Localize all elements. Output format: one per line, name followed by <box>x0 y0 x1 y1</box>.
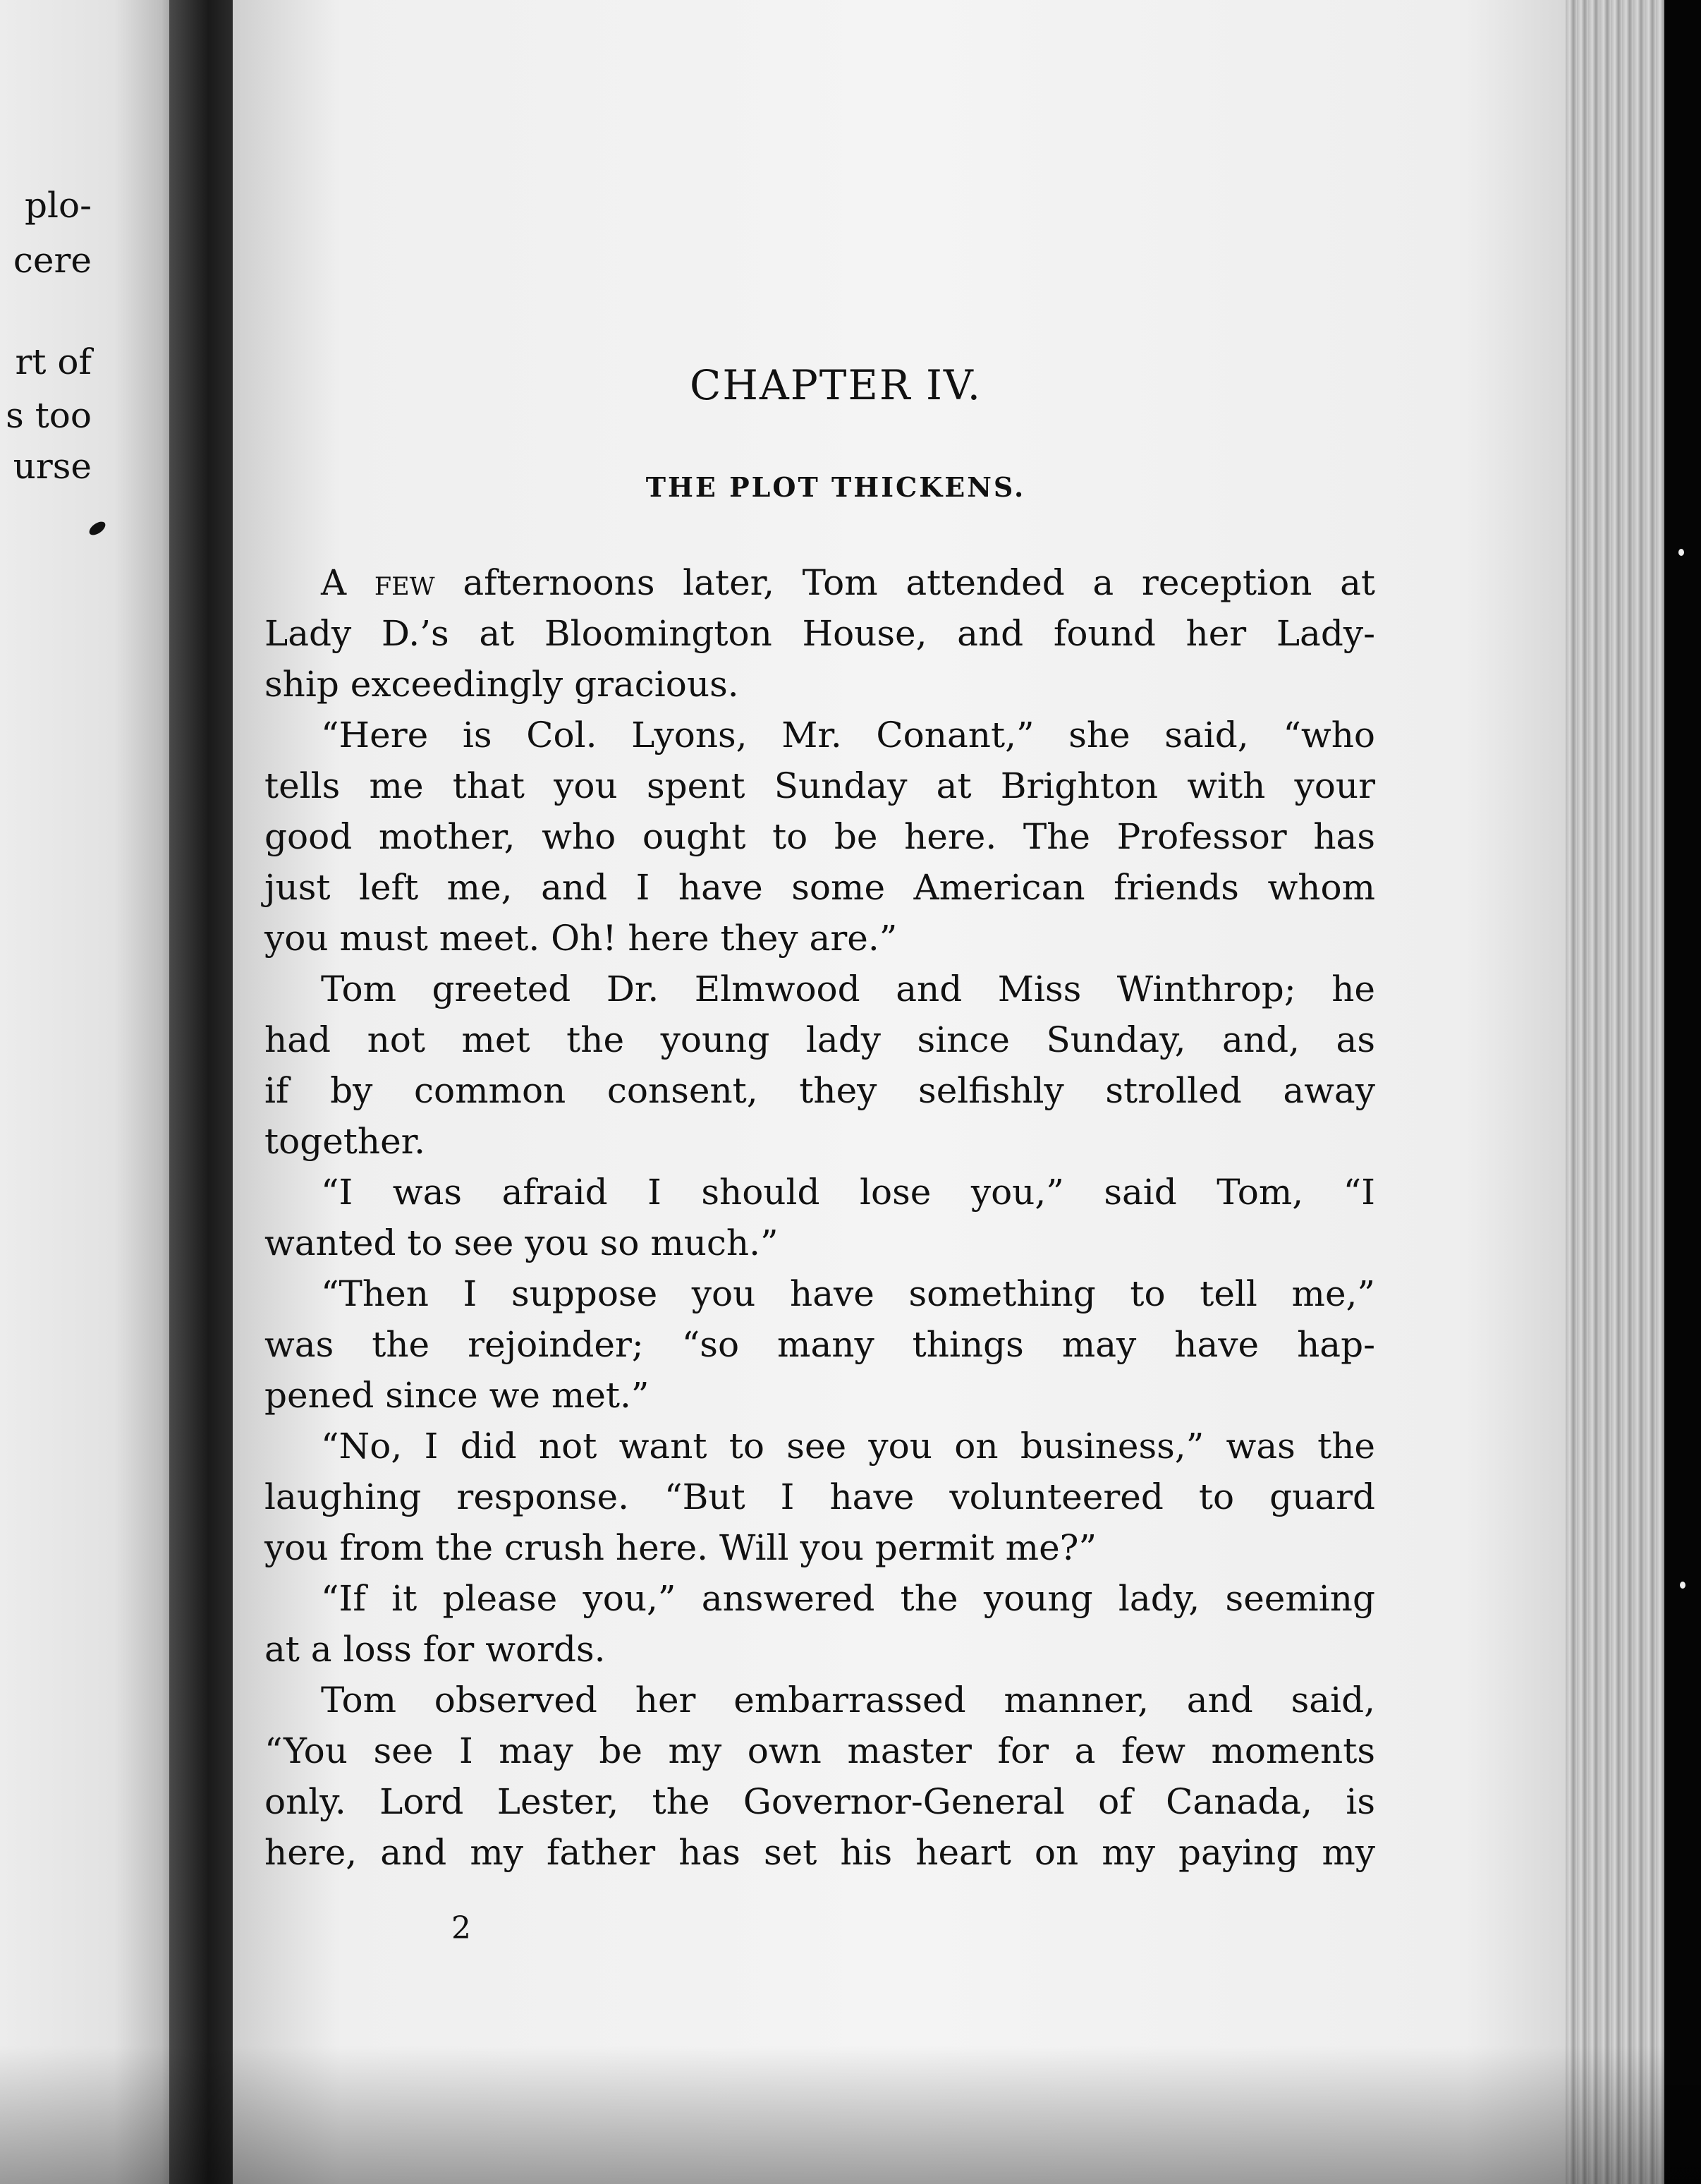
text-line: together. <box>264 1121 425 1162</box>
previous-page <box>0 0 190 2184</box>
text-line: Tom observed her embarrassed manner, and said, <box>321 1680 1375 1721</box>
previous-page-fragment: s too <box>6 395 92 436</box>
scan-speck <box>1680 1582 1685 1589</box>
text-line: just left me, and I have some American friends whom <box>264 867 1375 908</box>
text-line: wanted to see you so much.” <box>264 1223 779 1263</box>
previous-page-fragment: urse <box>13 446 92 487</box>
text-run: afternoons later, Tom attended a reception at <box>434 562 1375 603</box>
text-line: tells me that you spent Sunday at Brighton with your <box>264 765 1375 806</box>
text-line: “If it please you,” answered the young lady, seeming <box>321 1578 1375 1619</box>
text-line: laughing response. “But I have volunteered to guard <box>264 1476 1375 1517</box>
chapter-subtitle: THE PLOT THICKENS. <box>645 471 1026 503</box>
text-line: “No, I did not want to see you on business,” was the <box>321 1426 1375 1467</box>
signature-mark: 2 <box>451 1910 471 1946</box>
text-line: pened since we met.” <box>264 1375 650 1416</box>
text-line: you must meet. Oh! here they are.” <box>264 918 898 959</box>
previous-page-fragment: cere <box>13 240 92 281</box>
text-line: “Then I suppose you have something to tell me,” <box>321 1273 1375 1314</box>
text-line: here, and my father has set his heart on my paying my <box>264 1832 1375 1873</box>
text-line <box>264 557 1375 608</box>
text-line: you from the crush here. Will you permit me?” <box>264 1527 1097 1568</box>
scan-speck <box>1678 549 1684 556</box>
previous-page-fragment: plo- <box>25 185 92 226</box>
page-edges <box>1566 0 1671 2184</box>
chapter-title: CHAPTER IV. <box>689 361 982 409</box>
text-line: Lady D.’s at Bloomington House, and found her Lady- <box>264 613 1375 654</box>
text-line: good mother, who ought to be here. The Professor has <box>264 816 1375 857</box>
text-line: had not met the young lady since Sunday, and, as <box>264 1019 1375 1060</box>
body-text <box>264 557 1375 1878</box>
ink-mark <box>87 519 107 538</box>
scan-border <box>1664 0 1701 2184</box>
text-line: if by common consent, they selfishly strolled away <box>264 1070 1375 1111</box>
text-line: “You see I may be my own master for a few moments <box>264 1730 1375 1771</box>
text-line: was the rejoinder; “so many things may have hap- <box>264 1324 1375 1365</box>
text-line: “Here is Col. Lyons, Mr. Conant,” she said, “who <box>321 715 1375 756</box>
text-line: Tom greeted Dr. Elmwood and Miss Winthrop; he <box>321 969 1375 1009</box>
text-line: ship exceedingly gracious. <box>264 664 739 705</box>
text-line: only. Lord Lester, the Governor-General of Canada, is <box>264 1781 1375 1822</box>
small-caps-word: few <box>374 562 435 603</box>
drop-word: A <box>321 562 374 603</box>
text-line: at a loss for words. <box>264 1629 606 1670</box>
scan-shadow <box>0 2046 1701 2184</box>
previous-page-fragment: rt of <box>15 341 92 382</box>
text-line: “I was afraid I should lose you,” said Tom, “I <box>321 1172 1375 1213</box>
